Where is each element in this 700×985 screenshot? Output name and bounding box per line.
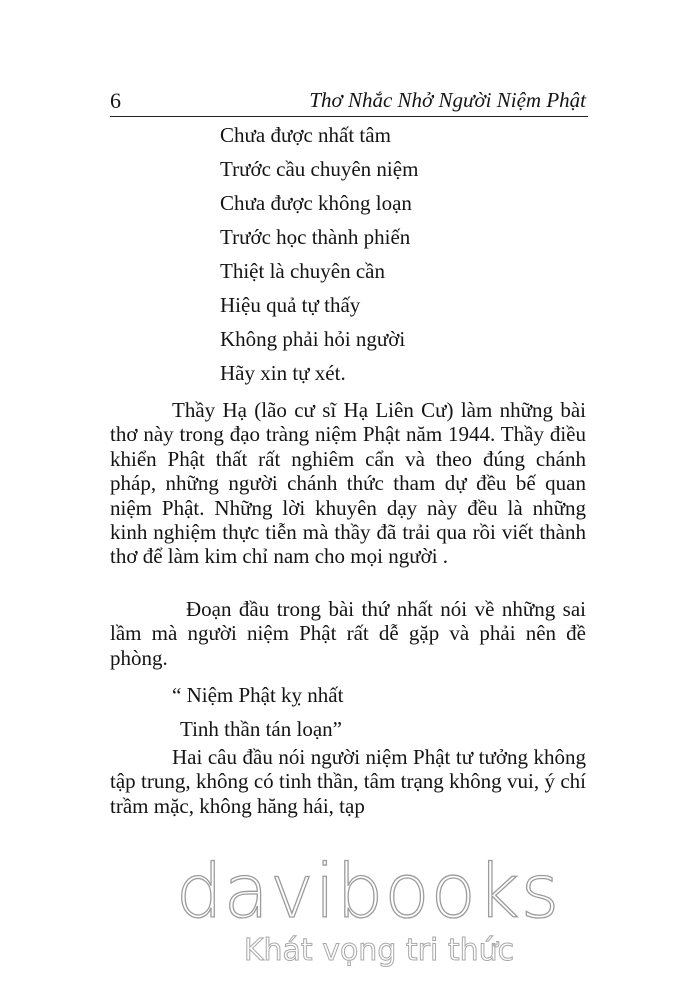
- page-header: [110, 86, 588, 117]
- verse-line: Trước học thành phiến: [220, 225, 411, 249]
- verse-line: Chưa được không loạn: [220, 191, 412, 215]
- verse-line: Không phải hỏi người: [220, 327, 406, 351]
- body-paragraph: Hai câu đầu nói người niệm Phật tư tưởng không tập trung, không có tinh thần, tâm trạng không vui, ý chí trầm mặc, không hăng hái, tạp: [110, 745, 586, 818]
- quoted-verse: [172, 678, 343, 746]
- body-paragraph: Đoạn đầu trong bài thứ nhất nói về những sai lầm mà người niệm Phật rất dễ gặp và phải nên đề phòng.: [110, 597, 586, 670]
- watermark-brand: davibooks: [175, 849, 561, 935]
- quote-line: Tinh thần tán loạn”: [180, 717, 342, 741]
- page-number: 6: [110, 88, 121, 113]
- verse-line: Thiệt là chuyên cần: [220, 259, 386, 283]
- watermark-slogan: Khát vọng tri thức: [243, 933, 515, 968]
- verse-line: Hiệu quả tự thấy: [220, 293, 361, 317]
- publisher-watermark: [168, 850, 568, 968]
- poem-verse: [220, 118, 418, 390]
- body-paragraph: Thầy Hạ (lão cư sĩ Hạ Liên Cư) làm những bài thơ này trong đạo tràng niệm Phật năm 1944. Thầy điều khiển Phật thất rất nghiêm cẩn và theo đúng chánh pháp, những người chánh thức tham dự đều bế quan niệm Phật. Những lời khuyên dạy này đều là những kinh nghiệm thực tiễn mà thầy đã trải qua rồi viết thành thơ để làm kim chỉ nam cho mọi người .: [110, 398, 586, 569]
- quote-line: “ Niệm Phật kỵ nhất: [172, 683, 344, 707]
- verse-line: Chưa được nhất tâm: [220, 123, 391, 147]
- running-title: Thơ Nhắc Nhở Người Niệm Phật: [309, 88, 586, 112]
- verse-line: Hãy xin tự xét.: [220, 361, 346, 385]
- verse-line: Trước cầu chuyên niệm: [220, 157, 419, 181]
